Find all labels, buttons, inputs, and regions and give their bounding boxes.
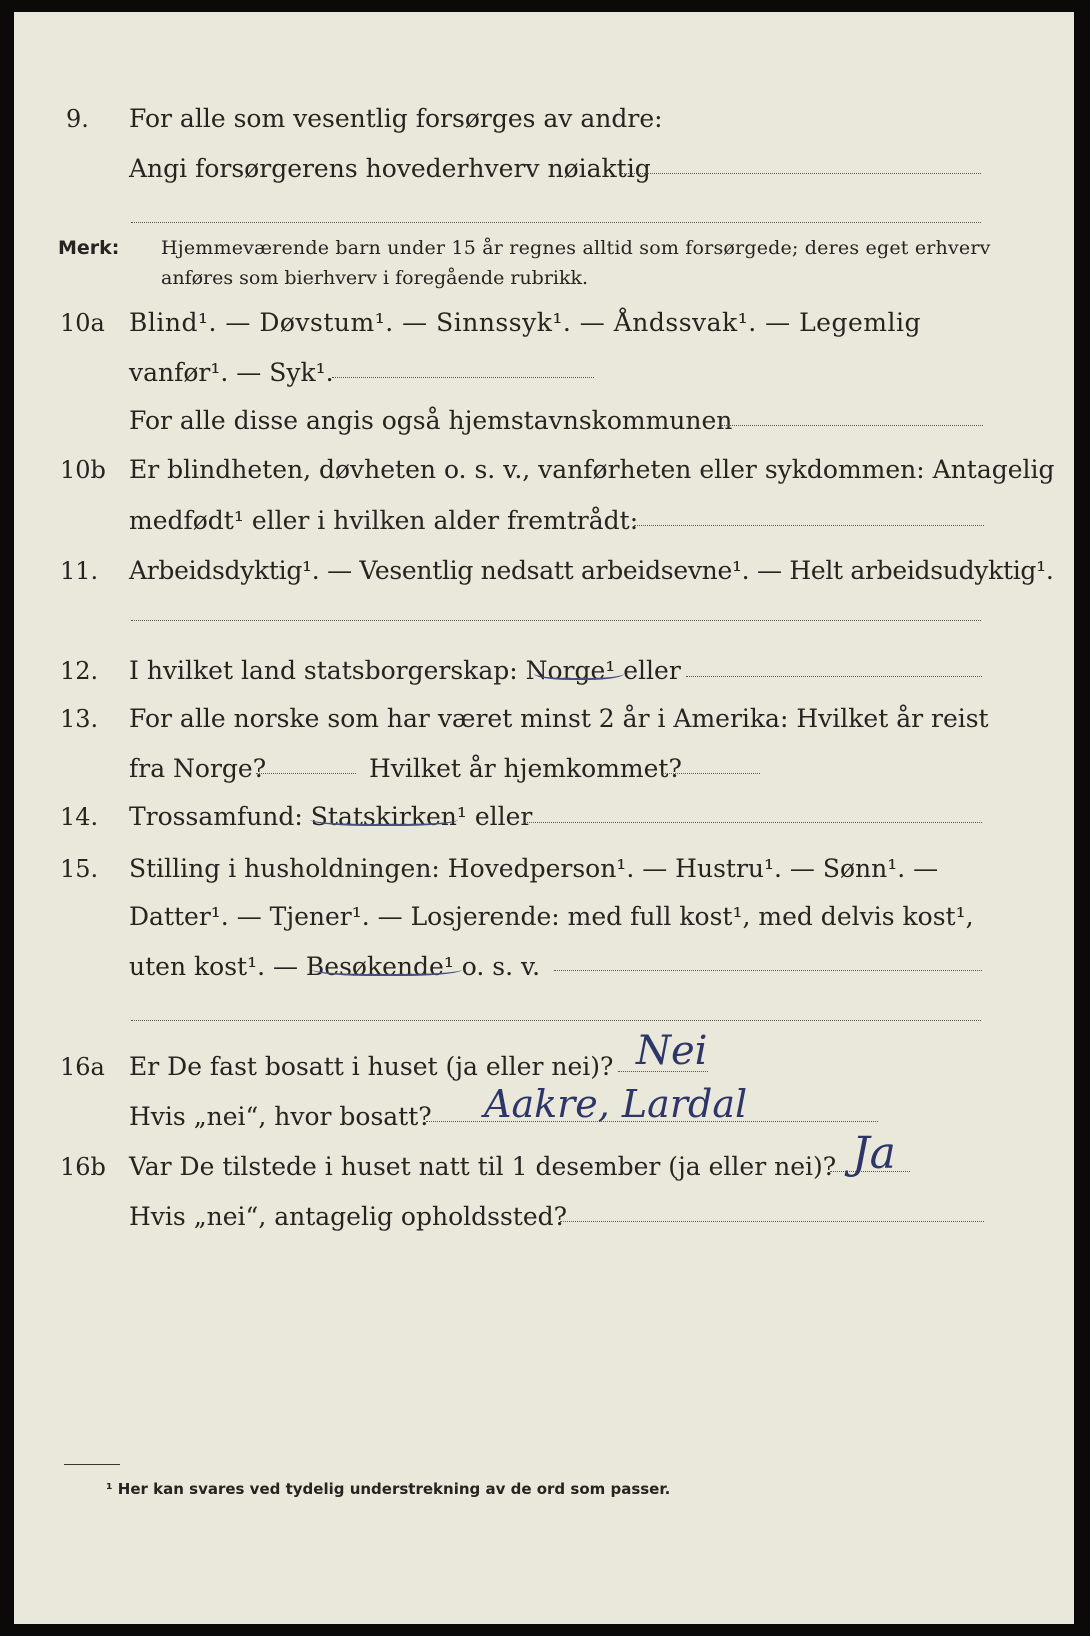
- question-10a-line-1: Blind¹. — Døvstum¹. — Sinnssyk¹. — Åndssvak¹. — Legemlig: [129, 308, 921, 337]
- underline-besokende: [312, 960, 462, 976]
- question-15-line-1: Stilling i husholdningen: Hovedperson¹. — Hustru¹. — Sønn¹. —: [129, 854, 939, 883]
- handwritten-answer-16a: Nei: [636, 1028, 708, 1074]
- underline-norge: [534, 664, 624, 680]
- question-13-line-2b: Hvilket år hjemkommet?: [369, 754, 682, 783]
- item-number-9: 9.: [66, 105, 89, 133]
- item-number-13: 13.: [60, 705, 99, 733]
- item-number-16b: 16b: [60, 1153, 106, 1181]
- handwritten-answer-16a-where: Aakre, Lardal: [484, 1082, 748, 1126]
- handwritten-answer-16b: Ja: [852, 1128, 896, 1179]
- question-10a-line-2: vanfør¹. — Syk¹.: [129, 358, 334, 387]
- question-13-line-2a: fra Norge?: [129, 754, 267, 783]
- answer-line-16b-where[interactable]: [560, 1221, 984, 1222]
- item-number-16a: 16a: [60, 1053, 105, 1081]
- answer-line-13-left[interactable]: [256, 773, 356, 774]
- question-9-line-1: For alle som vesentlig forsørges av andre:: [129, 104, 663, 133]
- answer-line-9b[interactable]: [131, 222, 981, 223]
- note-text-line-1: Hjemmeværende barn under 15 år regnes alltid som forsørgede; deres eget erhverv: [161, 237, 991, 259]
- question-10b-line-1: Er blindheten, døvheten o. s. v., vanførheten eller sykdommen: Antagelig: [129, 455, 1055, 484]
- answer-line-10b[interactable]: [634, 525, 984, 526]
- note-text-line-2: anføres som bierhverv i foregående rubrikk.: [161, 267, 589, 289]
- item-number-10b: 10b: [60, 456, 106, 484]
- item-number-15: 15.: [60, 855, 99, 883]
- answer-line-10a-home[interactable]: [721, 425, 983, 426]
- item-number-14: 14.: [60, 803, 99, 831]
- question-9-line-2: Angi forsørgerens hovederhverv nøiaktig: [129, 154, 651, 183]
- question-10b-line-2: medfødt¹ eller i hvilken alder fremtrådt:: [129, 506, 639, 535]
- question-16b-line-2: Hvis „nei“, antagelig opholdssted?: [129, 1202, 568, 1231]
- answer-line-15[interactable]: [554, 970, 982, 971]
- question-16a-line-1: Er De fast bosatt i huset (ja eller nei)?: [129, 1052, 614, 1081]
- answer-line-10a[interactable]: [332, 377, 594, 378]
- footnote-text: ¹ Her kan svares ved tydelig understrekning av de ord som passer.: [106, 1480, 671, 1498]
- question-13-line-1: For alle norske som har været minst 2 år i Amerika: Hvilket år reist: [129, 704, 989, 733]
- answer-line-14[interactable]: [524, 822, 982, 823]
- question-16a-line-2: Hvis „nei“, hvor bosatt?: [129, 1102, 432, 1131]
- question-12-text: I hvilket land statsborgerskap: Norge¹ eller: [129, 656, 681, 685]
- answer-line-15b[interactable]: [131, 1020, 981, 1021]
- note-label: Merk:: [58, 237, 120, 259]
- question-15-line-3: uten kost¹. — Besøkende¹ o. s. v.: [129, 952, 541, 981]
- question-15-line-2: Datter¹. — Tjener¹. — Losjerende: med full kost¹, med delvis kost¹,: [129, 902, 974, 931]
- item-number-11: 11.: [60, 557, 99, 585]
- answer-line-12[interactable]: [686, 676, 982, 677]
- item-number-12: 12.: [60, 657, 99, 685]
- answer-line-13-right[interactable]: [662, 773, 760, 774]
- answer-line-11[interactable]: [131, 620, 981, 621]
- question-14-text: Trossamfund: Statskirken¹ eller: [129, 802, 533, 831]
- underline-statskirken: [310, 810, 458, 826]
- question-10a-line-3: For alle disse angis også hjemstavnskommunen: [129, 406, 733, 435]
- answer-line-9[interactable]: [621, 173, 981, 174]
- census-form-page: [14, 12, 1074, 1624]
- item-number-10a: 10a: [60, 309, 105, 337]
- question-16b-line-1: Var De tilstede i huset natt til 1 desember (ja eller nei)?: [129, 1152, 837, 1181]
- question-11-text: Arbeidsdyktig¹. — Vesentlig nedsatt arbeidsevne¹. — Helt arbeidsudyktig¹.: [129, 556, 1054, 585]
- footnote-rule: [64, 1464, 120, 1465]
